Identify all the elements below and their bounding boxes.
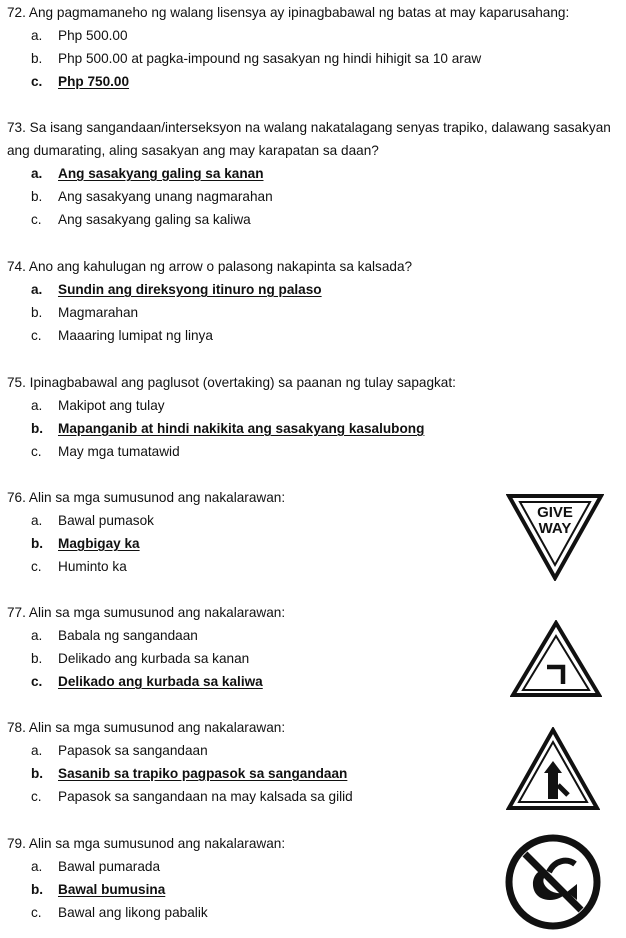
option-c: c. Papasok sa sangandaan na may kalsada sa gilid <box>31 789 353 804</box>
option-b: b. Delikado ang kurbada sa kanan <box>31 651 250 666</box>
question-73 <box>7 116 622 231</box>
question-stem: 74. Ano ang kahulugan ng arrow o palasong nakapinta sa kalsada? <box>7 259 413 274</box>
question-stem: 73. Sa isang sangandaan/interseksyon na walang nakatalagang senyas trapiko, dalawang sasakyan ang dumarating, aling sasakyan ang may karapatan sa daan? <box>7 120 611 158</box>
question-74 <box>7 255 622 347</box>
option-b-correct: b. Sasanib sa trapiko pagpasok sa sangandaan <box>31 766 348 781</box>
option-a-correct: a. Sundin ang direksyong itinuro ng palaso <box>31 282 322 297</box>
option-a: a. Papasok sa sangandaan <box>31 743 208 758</box>
option-c-correct: c. Delikado ang kurbada sa kaliwa <box>31 674 263 689</box>
give-way-line1: GIVE <box>537 504 573 521</box>
option-b: b. Magmarahan <box>31 305 139 320</box>
option-c: c. Bawal ang likong pabalik <box>31 905 208 920</box>
option-a: a. Bawal pumasok <box>31 513 154 528</box>
give-way-line2: WAY <box>538 520 572 537</box>
question-72 <box>7 1 622 93</box>
option-c: c. Huminto ka <box>31 559 127 574</box>
question-stem: 77. Alin sa mga sumusunod ang nakalarawan: <box>7 605 286 620</box>
question-stem: 78. Alin sa mga sumusunod ang nakalarawan: <box>7 720 286 735</box>
give-way-sign-icon <box>506 493 604 581</box>
option-c-correct: c. Php 750.00 <box>31 74 130 89</box>
option-c: c. Ang sasakyang galing sa kaliwa <box>31 212 251 227</box>
option-b: b. Php 500.00 at pagka-impound ng sasakyan ng hindi hihigit sa 10 araw <box>31 51 482 66</box>
option-b-correct: b. Magbigay ka <box>31 536 140 551</box>
option-b-correct: b. Bawal bumusina <box>31 882 166 897</box>
option-b: b. Ang sasakyang unang nagmarahan <box>31 189 273 204</box>
option-a-correct: a. Ang sasakyang galing sa kanan <box>31 166 264 181</box>
option-a: a. Php 500.00 <box>31 28 128 43</box>
question-stem: 72. Ang pagmamaneho ng walang lisensya ay ipinagbabawal ng batas at may kaparusahang: <box>7 5 570 20</box>
merge-traffic-sign-icon <box>506 727 600 811</box>
curve-warning-sign-icon <box>510 620 602 698</box>
option-c: c. Maaaring lumipat ng linya <box>31 328 213 343</box>
question-stem: 76. Alin sa mga sumusunod ang nakalarawan: <box>7 490 286 505</box>
option-c: c. May mga tumatawid <box>31 444 180 459</box>
option-a: a. Makipot ang tulay <box>31 398 165 413</box>
option-b-correct: b. Mapanganib at hindi nakikita ang sasakyang kasalubong <box>31 421 425 436</box>
option-a: a. Babala ng sangandaan <box>31 628 198 643</box>
question-75 <box>7 371 622 463</box>
question-stem: 75. Ipinagbabawal ang paglusot (overtaking) sa paanan ng tulay sapagkat: <box>7 375 456 390</box>
option-a: a. Bawal pumarada <box>31 859 161 874</box>
question-stem: 79. Alin sa mga sumusunod ang nakalarawan: <box>7 836 286 851</box>
no-horn-sign-icon <box>505 834 601 930</box>
